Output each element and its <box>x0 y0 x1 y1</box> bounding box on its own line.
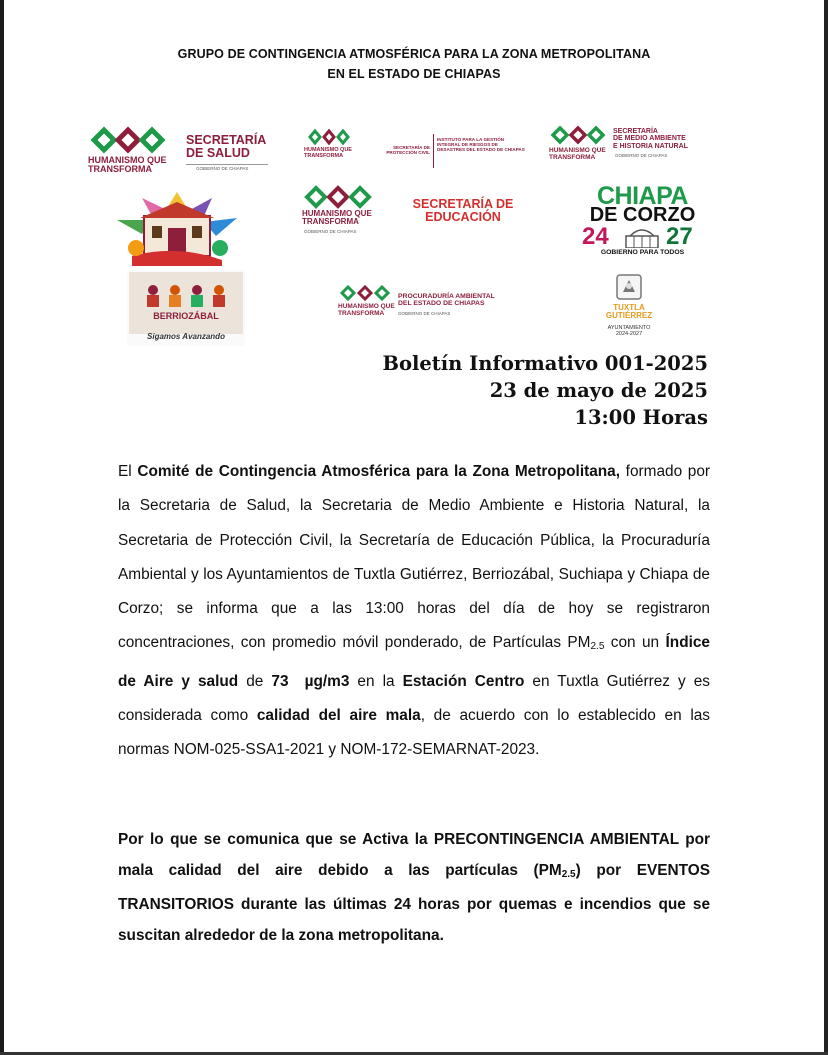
p1-pm-subscript: 2.5 <box>590 641 605 653</box>
humanismo-line-1: HUMANISMO QUE <box>302 209 372 218</box>
medio-ambiente-sub: GOBIERNO DE CHIAPAS <box>615 153 668 158</box>
chiapa-left-number: 24 <box>582 223 609 250</box>
humanismo-emblem-icon <box>549 124 607 146</box>
p2-text-b: ) por EVENTOS TRANSITORIOS durante las últimas 24 horas por quemas e incendios que se suscitan alrededor de la zona metropolitana. <box>118 861 710 944</box>
educacion-sub: GOBIERNO DE CHIAPAS <box>304 229 357 234</box>
logo-secretaria-salud <box>88 124 278 184</box>
humanismo-line-2: TRANSFORMA <box>549 153 596 161</box>
berriozabal-tagline: Sigamos Avanzando <box>147 332 225 341</box>
tuxtla-line-3: AYUNTAMIENTO <box>607 325 651 331</box>
medio-ambiente-line-3: E HISTORIA NATURAL <box>613 142 688 150</box>
medio-ambiente-line-1: SECRETARÍA <box>613 128 658 135</box>
humanismo-emblem-icon <box>88 124 170 154</box>
p1-text-f: en Tuxtla Gutiérrez y es considerada como <box>118 672 710 725</box>
p1-text-c: con un <box>604 634 666 652</box>
p1-text-d: de <box>238 672 272 690</box>
p1-index: Índice de Aire y salud <box>118 634 710 690</box>
p2-text-a: Por lo que se comunica que se Activa la PRECONTINGENCIA AMBIENTAL por mala calidad del aire debido a las partículas (PM <box>118 831 710 879</box>
header-line-2: EN EL ESTADO DE CHIAPAS <box>327 67 501 81</box>
humanismo-line-1: HUMANISMO QUE <box>549 147 606 154</box>
p1-value: 73 µg/m3 <box>271 672 350 690</box>
church-illustration <box>112 190 242 268</box>
humanismo-line-2: TRANSFORMA <box>338 309 385 317</box>
humanismo-line-1: HUMANISMO QUE <box>338 303 395 310</box>
procuraduria-sub: GOBIERNO DE CHIAPAS <box>398 311 451 316</box>
church-illustration-icon <box>112 190 242 268</box>
p1-station: Estación Centro <box>402 672 525 690</box>
humanismo-line-1: HUMANISMO QUE <box>304 147 352 153</box>
logo-proteccion-civil <box>304 128 524 172</box>
bulletin-number: Boletín Informativo 001-2025 <box>382 352 708 375</box>
tuxtla-line-1: TUXTLA <box>613 303 645 312</box>
document-header <box>0 44 828 84</box>
logo-tuxtla-gutierrez <box>590 272 670 342</box>
p1-text-e: en la <box>349 672 403 690</box>
p1-quality: calidad del aire mala <box>256 707 421 725</box>
bulletin-time: 13:00 Horas <box>574 406 708 429</box>
chiapa-tagline: GOBIERNO PARA TODOS <box>600 249 685 256</box>
p1-committee: Comité de Contingencia Atmosférica para la Zona Metropolitana, <box>137 463 621 480</box>
berriozabal-name: BERRIOZÁBAL <box>153 311 219 321</box>
p2-pm-subscript: 2.5 <box>561 868 576 880</box>
bulletin-block <box>382 350 708 431</box>
humanismo-emblem-icon <box>338 283 394 303</box>
procuraduria-line-2: DEL ESTADO DE CHIAPAS <box>398 300 485 308</box>
humanismo-emblem-icon <box>302 184 374 210</box>
tuxtla-shield-icon <box>614 272 644 302</box>
humanismo-line-2: TRANSFORMA <box>302 217 359 227</box>
p1-text-g: , de acuerdo con lo establecido en las normas NOM-025-SSA1-2021 y NOM-172-SEMARNAT-2023. <box>118 707 710 759</box>
proteccion-divider <box>433 134 434 168</box>
chiapa-line-1: CHIAPA <box>597 182 688 210</box>
logo-secretaria-educacion <box>302 184 532 240</box>
educacion-line-1: SECRETARÍA DE <box>412 197 514 211</box>
page-edge-right <box>824 0 828 1055</box>
medio-ambiente-line-2: DE MEDIO AMBIENTE <box>613 135 686 143</box>
humanismo-line-2: TRANSFORMA <box>88 164 152 175</box>
people-illustration-icon <box>141 282 231 308</box>
salud-divider <box>186 164 268 165</box>
p1-text-a: El <box>118 463 138 480</box>
bulletin-date: 23 de mayo de 2025 <box>489 379 708 402</box>
logo-medio-ambiente <box>549 124 719 168</box>
proteccion-left: SECRETARÍA DE PROTECCIÓN CIVIL <box>386 145 430 155</box>
humanismo-emblem-icon <box>306 128 354 146</box>
logo-berriozabal <box>127 270 245 346</box>
fountain-icon <box>622 226 662 248</box>
procuraduria-line-1: PROCURADURÍA AMBIENTAL <box>398 293 495 300</box>
salud-sub: GOBIERNO DE CHIAPAS <box>196 166 249 171</box>
logo-procuraduria-ambiental <box>338 283 528 327</box>
logo-chiapa-de-corzo <box>580 183 705 259</box>
humanismo-line-2: TRANSFORMA <box>304 152 344 159</box>
humanismo-line-1: HUMANISMO QUE <box>88 155 167 165</box>
tuxtla-years: 2024-2027 <box>615 331 643 338</box>
educacion-line-2: EDUCACIÓN <box>425 210 501 225</box>
page-edge-left <box>0 0 4 1055</box>
salud-line-1: SECRETARÍA <box>186 133 267 147</box>
p1-text-b: formado por la Secretaria de Salud, la Secretaria de Medio Ambiente e Historia Natural, la Secretaria de Protección Civil, la Secretaría de Educación Pública, la Procuraduría Ambiental y los Ayuntamientos de Tuxtla Gutiérrez, Berriozábal, Suchiapa y Chiapa de Corzo; se informa que a las 13:00 horas del día de hoy se registraron concentraciones, con promedio móvil ponderado, de Partículas PM <box>118 463 710 652</box>
paragraph-1 <box>118 455 710 768</box>
header-line-1: GRUPO DE CONTINGENCIA ATMOSFÉRICA PARA LA ZONA METROPOLITANA <box>177 47 651 61</box>
chiapa-line-2: DE CORZO <box>589 204 696 226</box>
proteccion-right: INSTITUTO PARA LA GESTIÓN INTEGRAL DE RIESGOS DE DESASTRES DEL ESTADO DE CHIAPAS <box>437 137 525 152</box>
tuxtla-line-2: GUTIÉRREZ <box>605 311 653 321</box>
chiapa-right-number: 27 <box>666 223 693 250</box>
paragraph-2 <box>118 825 710 951</box>
salud-line-2: DE SALUD <box>186 146 250 161</box>
